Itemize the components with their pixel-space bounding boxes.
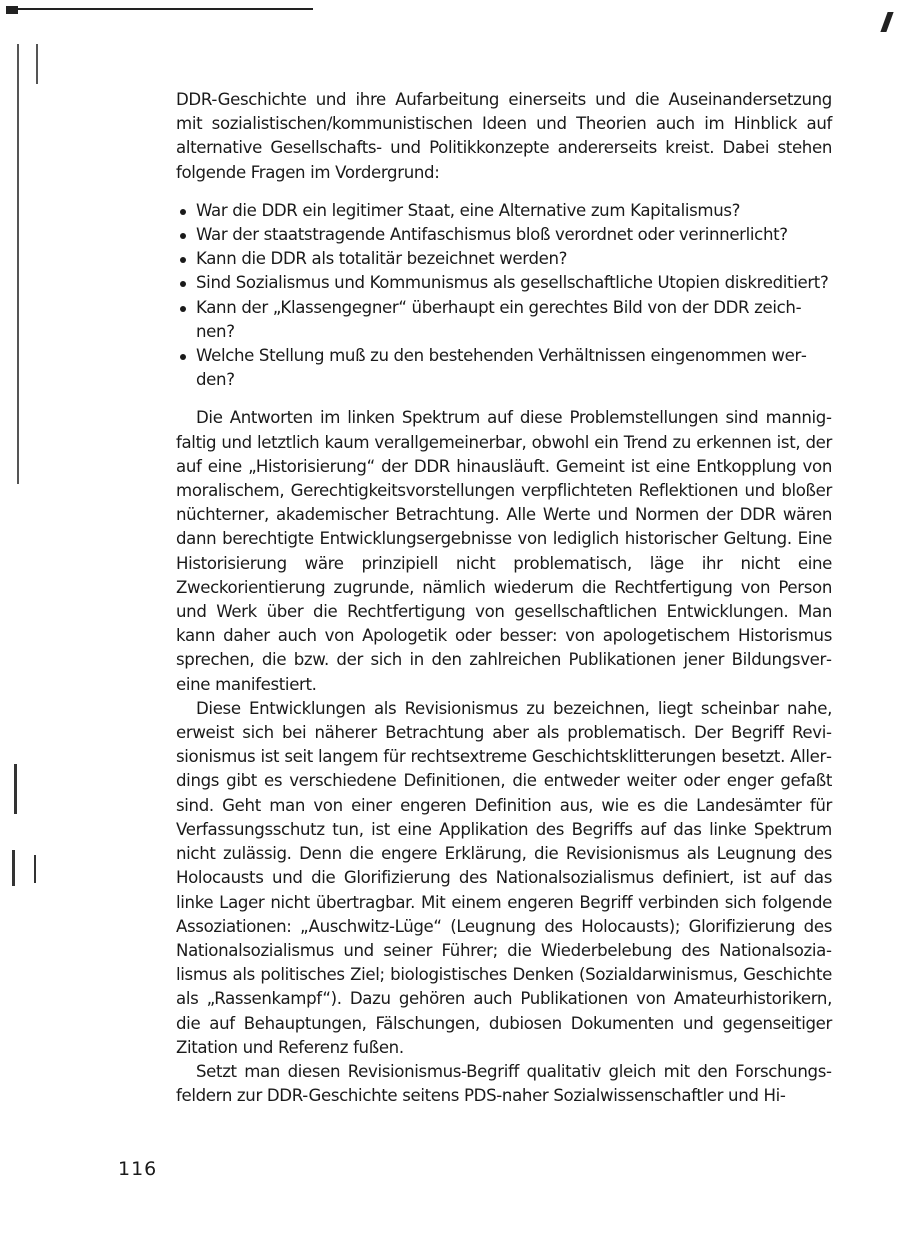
scan-mark-top-right xyxy=(880,12,893,32)
list-item: Sind Sozialismus und Kommunismus als gesellschaftliche Utopien diskreditiert? xyxy=(176,271,832,295)
scan-edge-line-top xyxy=(8,8,313,10)
scan-mark-lower xyxy=(12,850,15,886)
list-item: Kann der „Klassengegner“ überhaupt ein gerechtes Bild von der DDR zeichnen? xyxy=(176,296,832,344)
intro-paragraph: DDR-Geschichte und ihre Aufarbeitung einerseits und die Auseinandersetzung mit sozialistischen/kommunistischen Ideen und Theorien auch im Hinblick auf alternative Gesellschafts- und Politikkonzepte andererseits kreist. Dabei stehen folgende Fragen im Vordergrund: xyxy=(176,90,832,182)
paragraph-revisionism: Diese Entwicklungen als Revisionismus zu bezeichnen, liegt scheinbar nahe, erweist sich bei näherer Betrachtung aber als problematisch. Der Begriff Revisionismus ist seit langem für rechtsextreme Geschichtsklitterungen besetzt. Allerdings gibt es verschiedene Definitionen, die entweder weiter oder enger gefaßt sind. Geht man von einer engeren Definition aus, wie es die Landesämter für Verfassungsschutz tun, ist eine Applikation des Begriffs auf das linke Spektrum nicht zulässig. Denn die engere Erklärung, die Revisionismus als Leugnung des Holocausts und die Glorifizierung des Nationalsozialismus definiert, ist auf das linke Lager nicht übertragbar. Mit einem engeren Begriff verbinden sich folgende Assoziationen: „Auschwitz-Lüge“ (Leugnung des Holocausts); Glorifizierung des Nationalsozialismus und seiner Führer; die Wiederbelebung des Nationalsozialismus als politisches Ziel; biologistisches Denken (Sozialdarwinismus, Geschichte als „Rassenkampf“). Dazu gehören auch Publikationen von Amateurhistorikern, die auf Behauptungen, Fälschungen, dubiosen Dokumenten und gegenseitiger Zitation und Referenz fußen. xyxy=(176,698,832,1057)
paragraph-answers: Die Antworten im linken Spektrum auf diese Problemstellungen sind mannigfaltig und letztlich kaum verallgemeinerbar, obwohl ein Trend zu erkennen ist, der auf eine „Historisierung“ der DDR hinausläuft. Gemeint ist eine Entkopplung von moralischem, Gerechtigkeitsvorstellungen verpflichteten Reflektionen und bloßer nüchterner, akademischer Betrachtung. Alle Werte und Normen der DDR wären dann berechtigte Entwicklungsergebnisse von lediglich historischer Geltung. Eine Historisierung wäre prinzipiell nicht problematisch, läge ihr nicht eine Zweckorientierung zugrunde, nämlich wiederum die Rechtfertigung von Person und Werk über die Rechtfertigung von gesellschaftlichen Entwicklungen. Man kann daher auch von Apologetik oder besser: von apologetischem Historismus sprechen, die bzw. der sich in den zahlreichen Publikationen jener Bildungsvereine manifestiert. xyxy=(176,408,832,694)
scan-mark-lower-2 xyxy=(34,855,36,883)
paragraph-comparison: Setzt man diesen Revisionismus-Begriff qualitativ gleich mit den Forschungsfeldern zur DDR-Geschichte seitens PDS-naher Sozialwissenschaftler und Hi- xyxy=(176,1061,832,1106)
page-number: 116 xyxy=(118,1158,158,1180)
scan-edge-line-left-2 xyxy=(36,44,38,84)
question-list xyxy=(176,199,832,393)
scan-mark-mid xyxy=(14,764,17,814)
list-item: Welche Stellung muß zu den bestehenden Verhältnissen eingenommen werden? xyxy=(176,344,832,392)
list-item: War die DDR ein legitimer Staat, eine Alternative zum Kapitalismus? xyxy=(176,199,832,223)
list-item: Kann die DDR als totalitär bezeichnet werden? xyxy=(176,247,832,271)
scan-edge-line-left xyxy=(17,44,19,484)
scan-corner-mark xyxy=(6,6,18,14)
list-item: War der staatstragende Antifaschismus bloß verordnet oder verinnerlicht? xyxy=(176,223,832,247)
page-body-text xyxy=(176,88,832,1108)
